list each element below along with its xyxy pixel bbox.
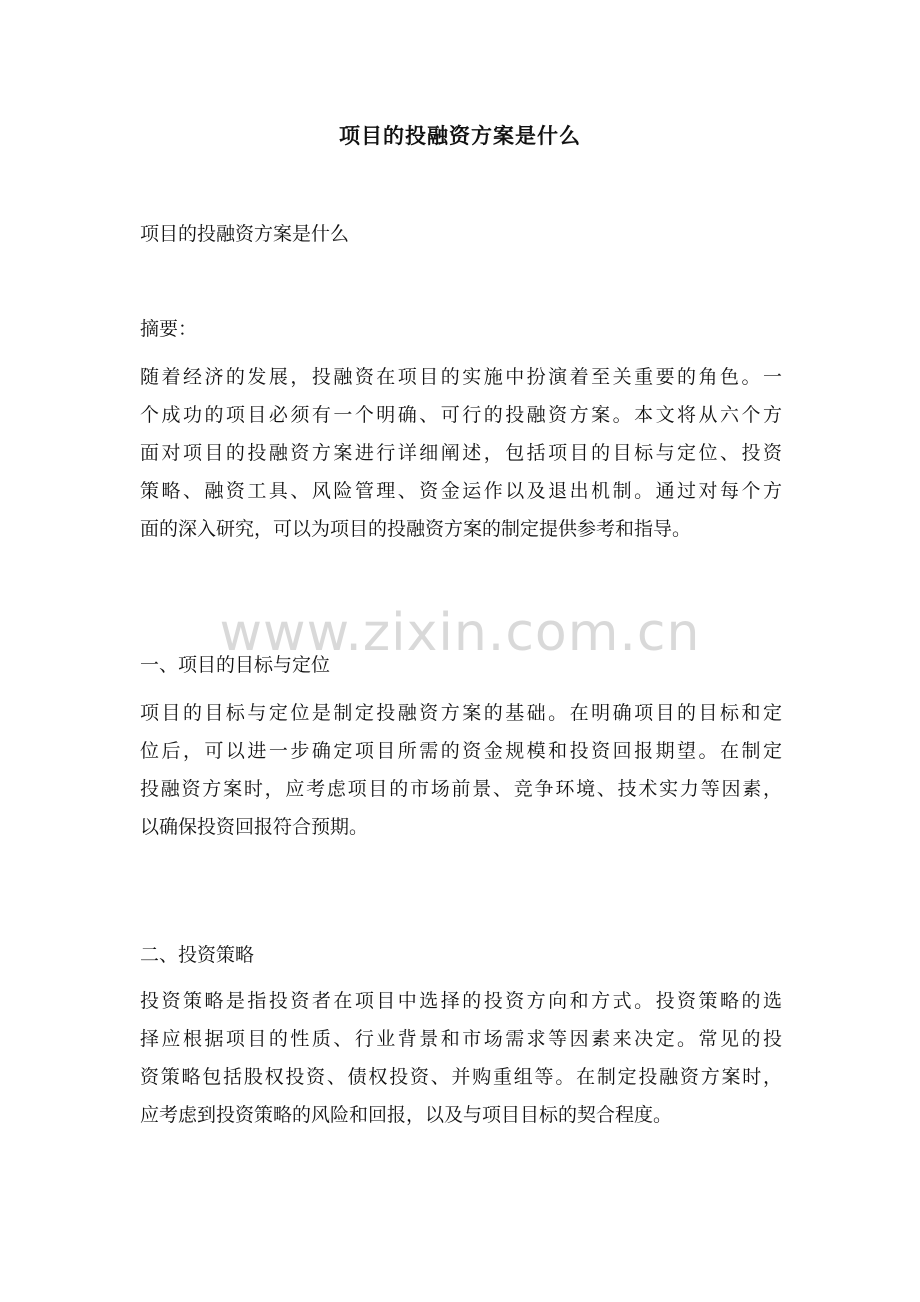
watermark: www.zixin.com.cn (219, 603, 701, 663)
section-1-paragraph (140, 694, 782, 846)
section-1-heading: 一、项目的目标与定位 (140, 654, 331, 676)
abstract-line: 面的深入研究，可以为项目的投融资方案的制定提供参考和指导。 (140, 518, 692, 540)
section-2-line: 投资策略是指投资者在项目中选择的投资方向和方式。投资策略的选 (140, 990, 782, 1012)
abstract-line: 面对项目的投融资方案进行详细阐述，包括项目的目标与定位、投资 (140, 442, 782, 464)
document-subtitle: 项目的投融资方案是什么 (140, 223, 350, 245)
section-1-line: 投融资方案时，应考虑项目的市场前景、竞争环境、技术实力等因素， (140, 778, 782, 800)
document-title: 项目的投融资方案是什么 (339, 123, 581, 148)
section-2-line: 应考虑到投资策略的风险和回报，以及与项目目标的契合程度。 (140, 1104, 673, 1126)
abstract-line: 随着经济的发展，投融资在项目的实施中扮演着至关重要的角色。一 (140, 366, 782, 388)
section-2-line: 择应根据项目的性质、行业背景和市场需求等因素来决定。常见的投 (140, 1028, 782, 1050)
section-1-line: 位后，可以进一步确定项目所需的资金规模和投资回报期望。在制定 (140, 740, 782, 762)
section-2-line: 资策略包括股权投资、债权投资、并购重组等。在制定投融资方案时， (140, 1066, 782, 1088)
abstract-line: 策略、融资工具、风险管理、资金运作以及退出机制。通过对每个方 (140, 480, 782, 502)
section-2-paragraph (140, 982, 782, 1134)
section-2-heading: 二、投资策略 (140, 944, 255, 966)
section-1-line: 项目的目标与定位是制定投融资方案的基础。在明确项目的目标和定 (140, 702, 782, 724)
abstract-label: 摘要： (140, 318, 198, 340)
section-1-line: 以确保投资回报符合预期。 (140, 816, 369, 838)
abstract-line: 个成功的项目必须有一个明确、可行的投融资方案。本文将从六个方 (140, 404, 782, 426)
abstract-paragraph (140, 358, 782, 548)
